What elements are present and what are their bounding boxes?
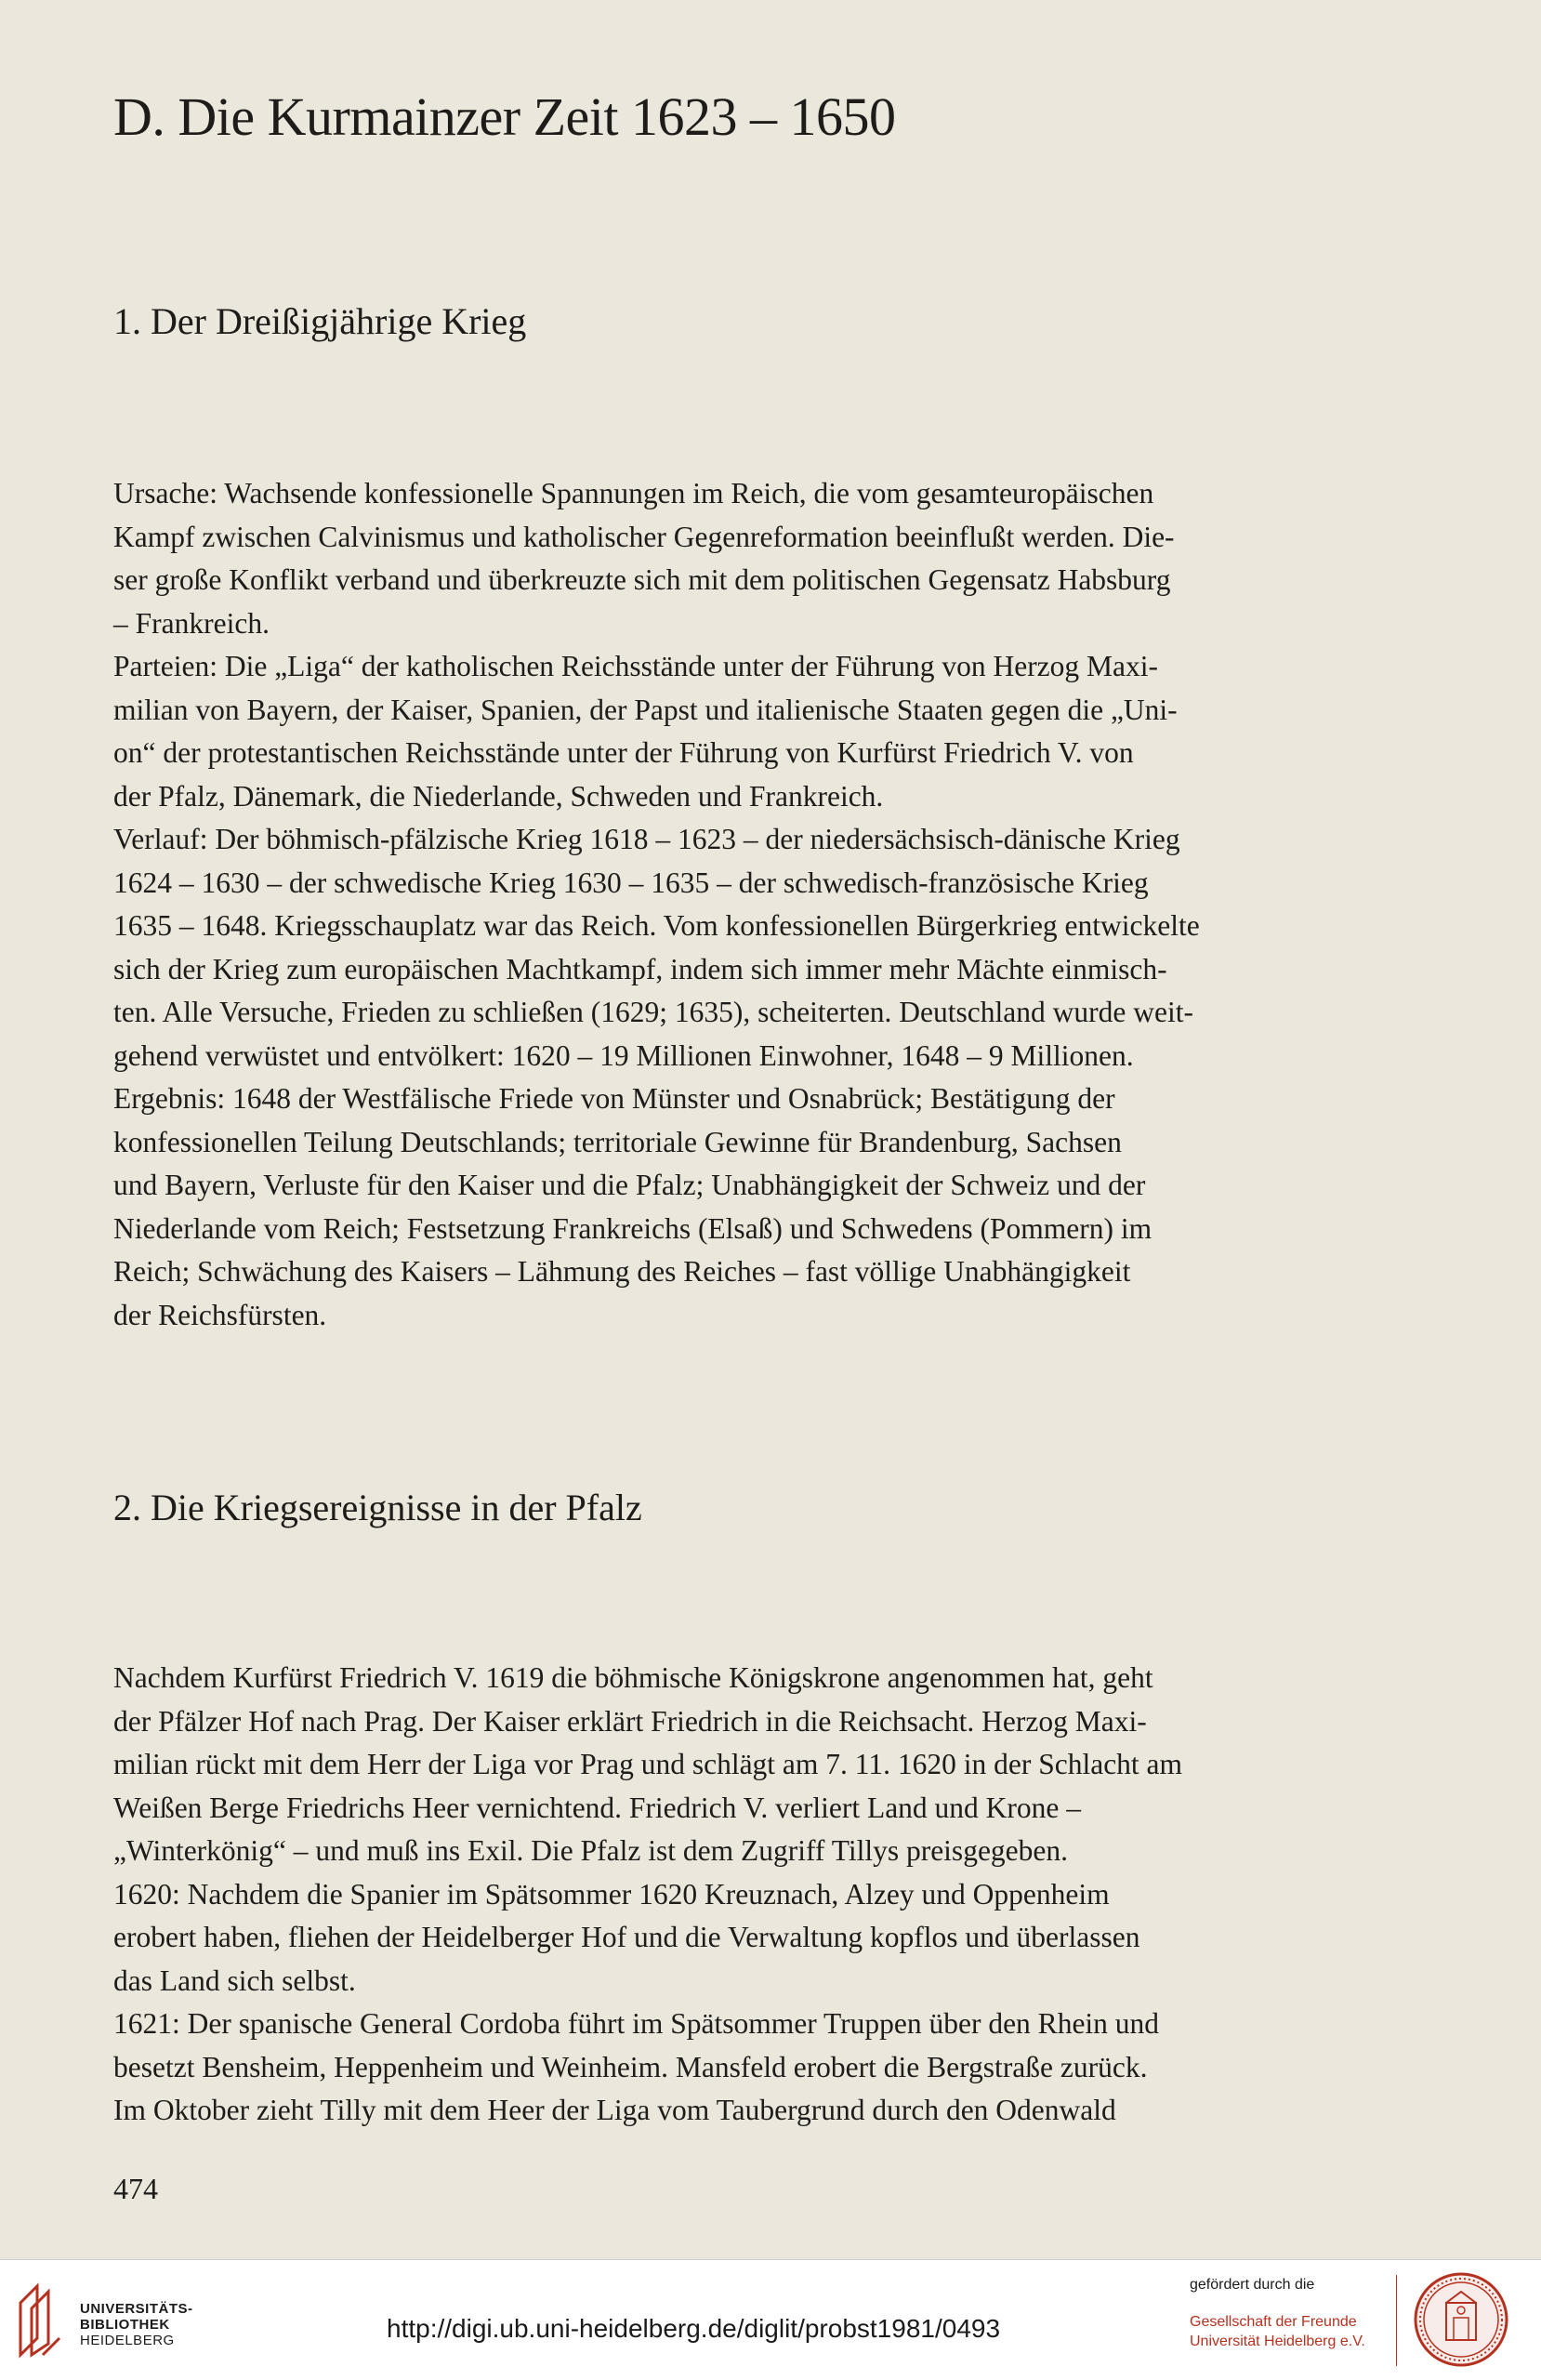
text-line: konfessionellen Teilung Deutschlands; territoriale Gewinne für Brandenburg, Sachsen — [113, 1125, 1122, 1158]
text-line: – Frankreich. — [113, 606, 270, 640]
text-line: on“ der protestantischen Reichsstände unter der Führung von Kurfürst Friedrich V. von — [113, 736, 1134, 769]
text-line: gehend verwüstet und entvölkert: 1620 – 19 Millionen Einwohner, 1648 – 9 Millionen. — [113, 1038, 1134, 1072]
text-line: das Land sich selbst. — [113, 1964, 356, 1997]
sponsor-name-line: Gesellschaft der Freunde — [1190, 2314, 1357, 2330]
section-title-2: 2. Die Kriegsereignisse in der Pfalz — [113, 1487, 642, 1528]
university-seal-icon — [1413, 2271, 1509, 2368]
text-line: 1624 – 1630 – der schwedische Krieg 1630 – 1635 – der schwedisch-französische Krieg — [113, 866, 1149, 899]
chapter-title: D. Die Kurmainzer Zeit 1623 – 1650 — [113, 86, 896, 147]
text-line: ten. Alle Versuche, Frieden zu schließen (1629; 1635), scheiterten. Deutschland wurde weit- — [113, 996, 1193, 1028]
section-1-text — [113, 472, 1478, 1337]
text-line: Reich; Schwächung des Kaisers – Lähmung des Reiches – fast völlige Unabhängigkeit — [113, 1255, 1131, 1288]
text-line: Parteien: Die „Liga“ der katholischen Reichsstände unter der Führung von Herzog Maxi- — [113, 650, 1159, 682]
text-line: und Bayern, Verluste für den Kaiser und die Pfalz; Unabhängigkeit der Schweiz und der — [113, 1169, 1146, 1201]
text-line: 1620: Nachdem die Spanier im Spätsommer 1620 Kreuznach, Alzey und Oppenheim — [113, 1877, 1110, 1911]
library-name — [80, 2301, 193, 2348]
text-line: ser große Konflikt verband und überkreuzte sich mit dem politischen Gegensatz Habsburg — [113, 563, 1171, 596]
text-line: milian rückt mit dem Herr der Liga vor Prag und schlägt am 7. 11. 1620 in der Schlacht am — [113, 1748, 1183, 1780]
text-line: Niederlande vom Reich; Festsetzung Frankreichs (Elsaß) und Schwedens (Pommern) im — [113, 1211, 1152, 1245]
text-line: Weißen Berge Friedrichs Heer vernichtend. Friedrich V. verliert Land und Krone – — [113, 1791, 1082, 1824]
text-line: milian von Bayern, der Kaiser, Spanien, der Papst und italienische Staaten gegen die „Uni- — [113, 693, 1178, 726]
text-line: Kampf zwischen Calvinismus und katholischer Gegenreformation beeinflußt werden. Die- — [113, 520, 1175, 553]
text-line: der Pfälzer Hof nach Prag. Der Kaiser erklärt Friedrich in die Reichsacht. Herzog Maxi- — [113, 1704, 1147, 1738]
text-line: sich der Krieg zum europäischen Machtkampf, indem sich immer mehr Mächte einmisch- — [113, 952, 1167, 985]
text-line: besetzt Bensheim, Heppenheim und Weinheim. Mansfeld erobert die Bergstraße zurück. — [113, 2050, 1148, 2083]
page-number: 474 — [113, 2172, 158, 2205]
sponsor-name-line: Universität Heidelberg e.V. — [1190, 2334, 1365, 2349]
library-name-line: UNIVERSITÄTS- — [80, 2301, 193, 2317]
sponsor-divider — [1396, 2275, 1397, 2366]
text-line: der Pfalz, Dänemark, die Niederlande, Schweden und Frankreich. — [113, 779, 884, 813]
sponsor-intro: gefördert durch die — [1190, 2277, 1315, 2293]
text-line: Ursache: Wachsende konfessionelle Spannungen im Reich, die vom gesamteuropäischen — [113, 477, 1154, 509]
text-line: 1635 – 1648. Kriegsschauplatz war das Reich. Vom konfessionellen Bürgerkrieg entwickelte — [113, 909, 1200, 942]
digitization-footer — [0, 2259, 1541, 2380]
text-line: Ergebnis: 1648 der Westfälische Friede von Münster und Osnabrück; Bestätigung der — [113, 1082, 1115, 1115]
ub-heidelberg-logo-icon[interactable] — [15, 2281, 71, 2359]
sponsor-name[interactable] — [1190, 2312, 1365, 2351]
text-line: Verlauf: Der böhmisch-pfälzische Krieg 1618 – 1623 – der niedersächsisch-dänische Krieg — [113, 823, 1180, 855]
text-line: erobert haben, fliehen der Heidelberger Hof und die Verwaltung kopflos und überlassen — [113, 1921, 1140, 1953]
library-name-line: BIBLIOTHEK — [80, 2317, 170, 2333]
library-name-line: HEIDELBERG — [80, 2333, 175, 2348]
text-line: „Winterkönig“ – und muß ins Exil. Die Pfalz ist dem Zugriff Tillys preisgegeben. — [113, 1834, 1069, 1867]
text-line: der Reichsfürsten. — [113, 1298, 327, 1331]
text-line: 1621: Der spanische General Cordoba führt im Spätsommer Truppen über den Rhein und — [113, 2007, 1160, 2040]
text-line: Nachdem Kurfürst Friedrich V. 1619 die böhmische Königskrone angenommen hat, geht — [113, 1661, 1153, 1694]
section-title-1: 1. Der Dreißigjährige Krieg — [113, 300, 527, 342]
permalink-url[interactable]: http://digi.ub.uni-heidelberg.de/diglit/probst1981/0493 — [387, 2314, 1001, 2343]
section-2-text — [113, 1657, 1478, 2133]
text-line: Im Oktober zieht Tilly mit dem Heer der Liga vom Taubergrund durch den Odenwald — [113, 2094, 1116, 2126]
